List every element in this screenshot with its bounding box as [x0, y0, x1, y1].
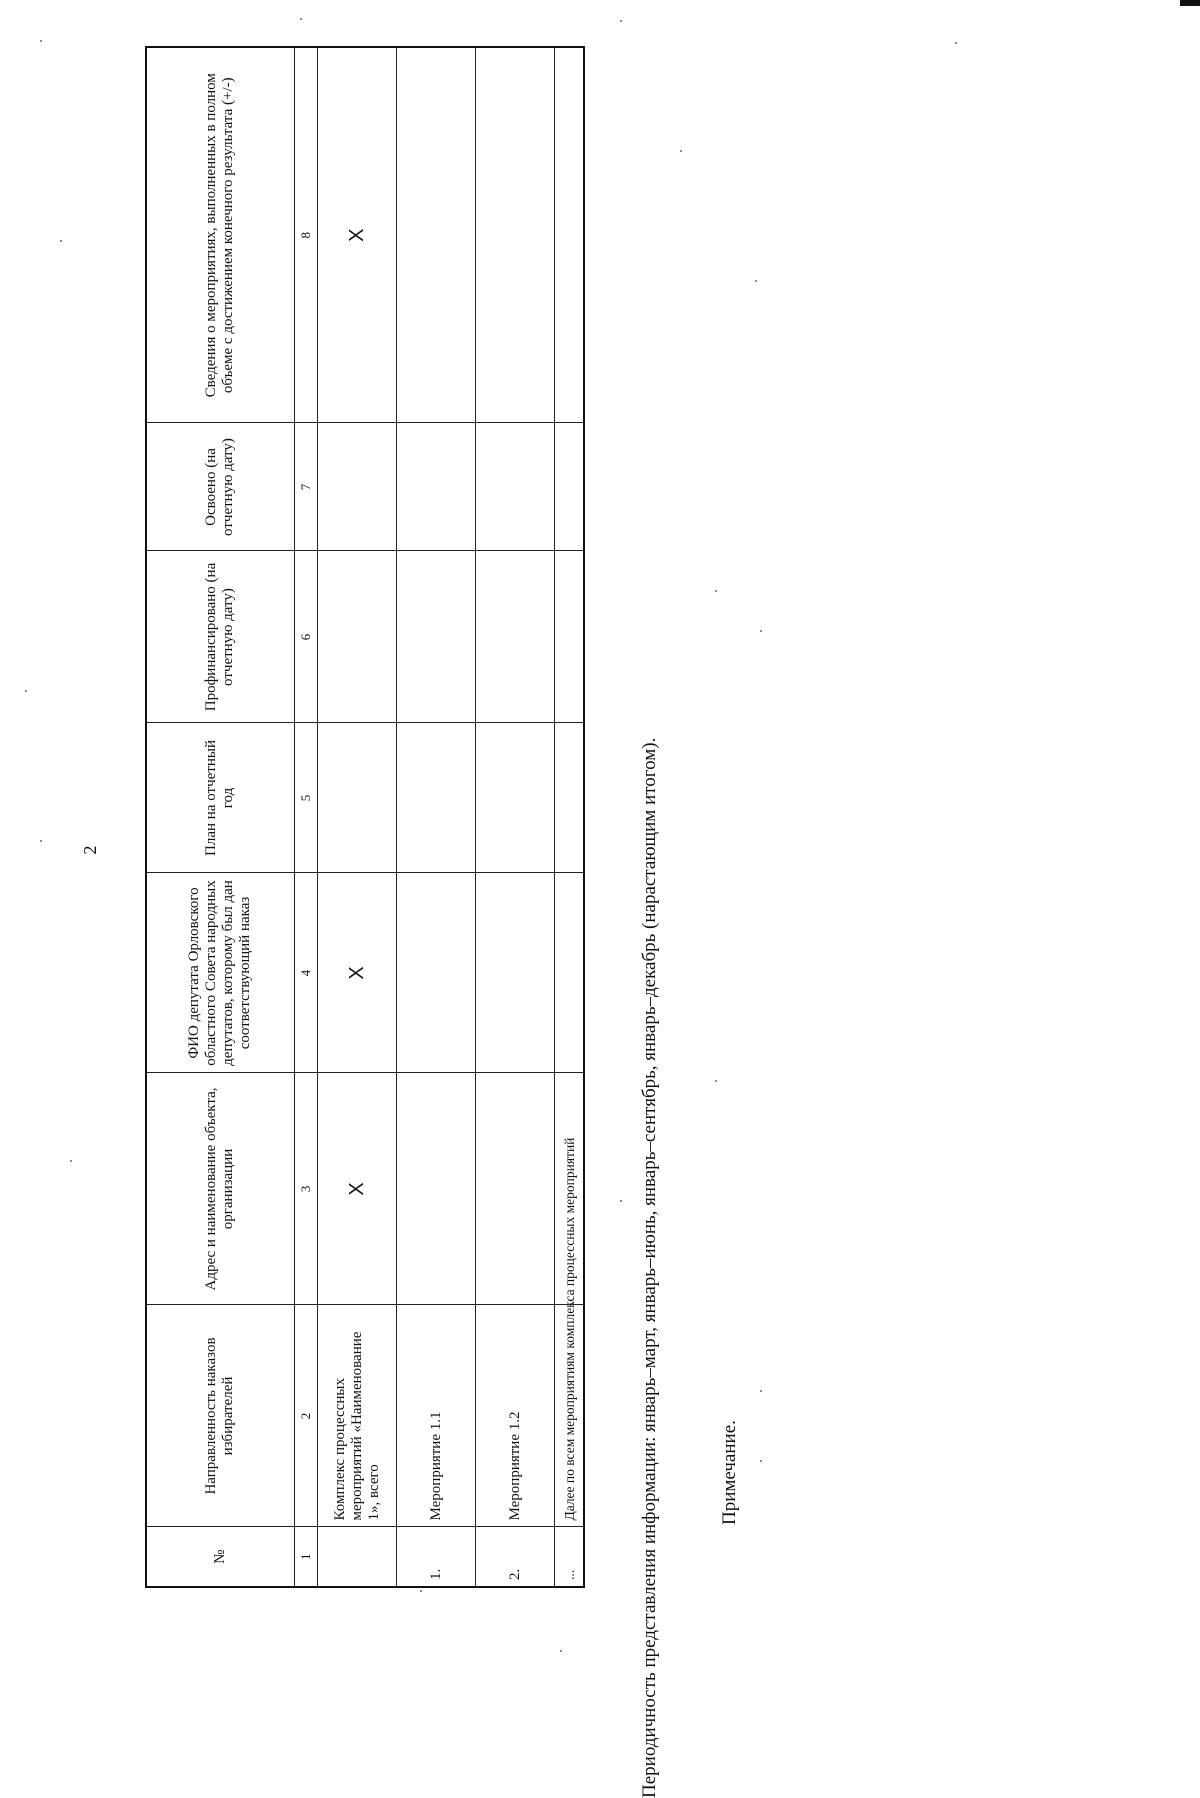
- page-number: 2: [80, 845, 100, 855]
- column-number: 5: [294, 723, 317, 873]
- plan-cell: [476, 723, 555, 873]
- scan-speck: [715, 1080, 717, 1082]
- scan-speck: [620, 20, 622, 22]
- header-cell: Профинансировано (на отчетную дату): [146, 551, 294, 723]
- scan-speck: [300, 18, 302, 20]
- scan-speck: [560, 1650, 562, 1652]
- header-cell: №: [146, 1527, 294, 1587]
- scan-speck: [760, 630, 762, 632]
- plan-cell: [397, 723, 476, 873]
- empty-cell: [555, 723, 584, 873]
- note-label: Примечание.: [719, 1420, 740, 1525]
- row-number: 2.: [476, 1527, 555, 1587]
- column-number: 8: [294, 47, 317, 423]
- header-cell: Направленность наказов избирателей: [146, 1305, 294, 1527]
- header-cell: План на отчетный год: [146, 723, 294, 873]
- scan-speck: [420, 1590, 422, 1592]
- column-number: 7: [294, 423, 317, 551]
- scan-speck: [60, 240, 62, 242]
- scan-speck: [760, 1390, 762, 1392]
- info-cell: [476, 47, 555, 423]
- table-row: [397, 47, 476, 1587]
- scan-speck: [40, 40, 42, 42]
- scan-speck: [755, 280, 757, 282]
- corner-mark: [1180, 0, 1200, 6]
- deputy-cell: [397, 873, 476, 1073]
- deputy-cell: X: [318, 873, 397, 1073]
- deputy-cell: [476, 873, 555, 1073]
- table-row-summary: [555, 47, 584, 1587]
- header-cell: Освоено (на отчетную дату): [146, 423, 294, 551]
- financed-cell: [476, 551, 555, 723]
- report-table: [145, 46, 585, 1588]
- column-number: 2: [294, 1305, 317, 1527]
- address-cell: X: [318, 1073, 397, 1305]
- scan-speck: [680, 150, 682, 152]
- empty-cell: [555, 551, 584, 723]
- spent-cell: [397, 423, 476, 551]
- address-cell: [397, 1073, 476, 1305]
- column-number: 6: [294, 551, 317, 723]
- empty-cell: [555, 423, 584, 551]
- row-number: 1.: [397, 1527, 476, 1587]
- empty-cell: [555, 873, 584, 1073]
- header-row: [146, 47, 294, 1587]
- table-row: [318, 47, 397, 1587]
- header-cell: ФИО депутата Орловского областного Совета народных депутатов, которому был дан соответствующий наказ: [146, 873, 294, 1073]
- periodicity-text: Периодичность представления информации: январь–март, январь–июнь, январь–сентябрь, январь–декабрь (нарастающим итогом).: [639, 737, 660, 1798]
- direction-cell: Комплекс процессных мероприятий «Наименование 1», всего: [318, 1305, 397, 1527]
- header-cell: Адрес и наименование объекта, организации: [146, 1073, 294, 1305]
- report-table-container: [145, 48, 585, 1588]
- scan-speck: [70, 1160, 72, 1162]
- column-number: 4: [294, 873, 317, 1073]
- row-number: ...: [555, 1527, 584, 1587]
- scan-speck: [760, 1460, 762, 1462]
- row-number: [318, 1527, 397, 1587]
- summary-text-cell: Далее по всем мероприятиям комплекса процессных мероприятий: [555, 1305, 584, 1527]
- scan-speck: [955, 42, 957, 44]
- direction-cell: Мероприятие 1.2: [476, 1305, 555, 1527]
- financed-cell: [397, 551, 476, 723]
- empty-cell: [555, 47, 584, 423]
- scan-speck: [715, 590, 717, 592]
- address-cell: [476, 1073, 555, 1305]
- table-row: [476, 47, 555, 1587]
- financed-cell: [318, 551, 397, 723]
- direction-cell: Мероприятие 1.1: [397, 1305, 476, 1527]
- scan-speck: [25, 690, 27, 692]
- plan-cell: [318, 723, 397, 873]
- info-cell: X: [318, 47, 397, 423]
- info-cell: [397, 47, 476, 423]
- scan-speck: [620, 1200, 622, 1202]
- column-number: 3: [294, 1073, 317, 1305]
- spent-cell: [476, 423, 555, 551]
- column-number: 1: [294, 1527, 317, 1587]
- column-number-row: [294, 47, 317, 1587]
- spent-cell: [318, 423, 397, 551]
- header-cell: Сведения о мероприятиях, выполненных в полном объеме с достижением конечного результата (+/-): [146, 47, 294, 423]
- scan-speck: [40, 840, 42, 842]
